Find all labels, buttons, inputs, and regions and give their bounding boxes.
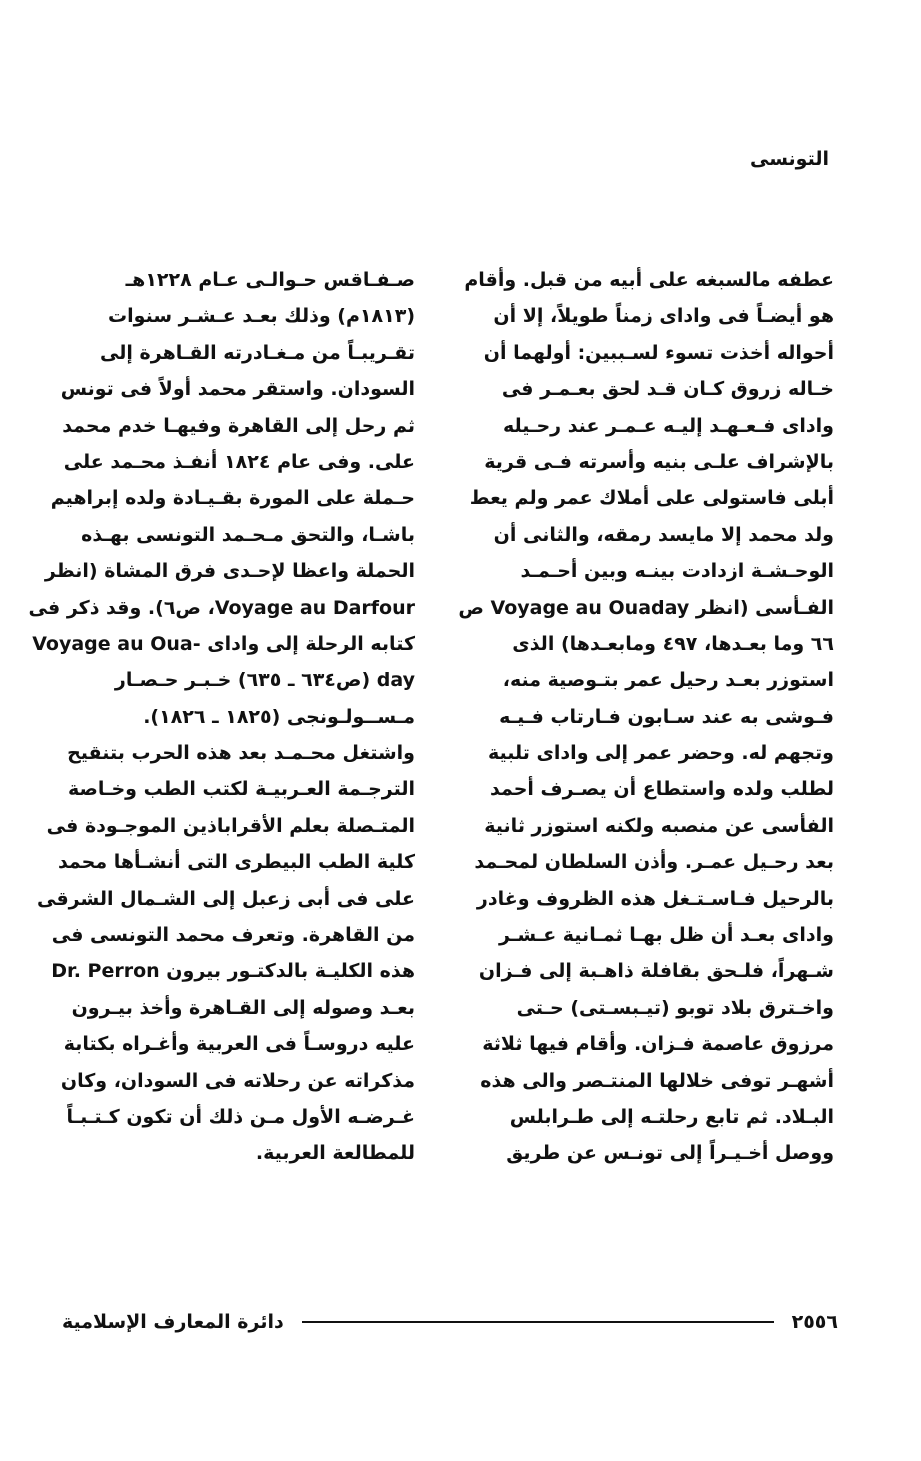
text-line: الفـأسى (انظر Voyage au Ouaday ص xyxy=(458,596,834,619)
text-line: حـملة على المورة بقـيـادة ولده إبراهيم xyxy=(50,487,415,510)
text-line: ثم رحل إلى القاهرة وفيهـا خدم محمد xyxy=(62,414,415,437)
text-line: البـلاد. ثم تابع رحلتـه إلى طـرابلس xyxy=(509,1105,834,1128)
text-line: هذه الكليـة بالدكتـور بيرون Dr. Perron xyxy=(51,960,415,983)
text-line: صـفـاقس حـوالـى عـام ١٢٢٨هـ xyxy=(125,269,415,291)
page-number: ٢٥٥٦ xyxy=(791,1311,838,1333)
text-line: واداى فـعـهـد إليـه عـمـر عند رحـيله xyxy=(502,414,834,437)
text-line: تقـريبـاً من مـغـادرته القـاهرة إلى xyxy=(100,341,415,364)
text-line: خـاله زروق كـان قـد لحق بعـمـر فى xyxy=(501,378,834,401)
text-line: استوزر بعـد رحيل عمر بتـوصية منه، xyxy=(502,669,834,692)
text-line: واخـترق بلاد توبو (تيـبسـتى) حـتى xyxy=(516,996,834,1019)
text-line: وتجهم له. وحضر عمر إلى واداى تلبية xyxy=(487,742,834,765)
text-line: الوحـشـة ازدادت بينـه وبين أحـمـد xyxy=(520,560,834,583)
text-line: على. وفى عام ١٨٢٤ أنفـذ محـمد على xyxy=(63,450,415,473)
text-line: بالرحيل فـاسـتـغل هذه الظروف وغادر xyxy=(476,887,834,910)
text-line: السودان. واستقر محمد أولاً فى تونس xyxy=(60,378,415,401)
text-line: كتابه الرحلة إلى واداى -Voyage au Oua xyxy=(32,632,415,655)
page-footer xyxy=(62,1305,838,1339)
text-line: غـرضـه الأول مـن ذلك أن تكون كـتـبـاً xyxy=(66,1105,415,1128)
text-line: لطلب ولده واستطاع أن يصـرف أحمد xyxy=(490,778,834,801)
text-line: المتـصلة بعلم الأقراباذين الموجـودة فى xyxy=(46,814,415,837)
text-line: ووصل أخـيـراً إلى تونـس عن طريق xyxy=(506,1142,834,1165)
right-column xyxy=(439,262,834,1172)
text-line: هو أيضـاً فى واداى زمناً طويلاً، إلا أن xyxy=(493,305,834,328)
footer-rule xyxy=(302,1321,774,1323)
text-line: Voyage au Darfour، ص٦). وقد ذكر فى xyxy=(28,596,415,619)
text-line: ولد محمد إلا مايسد رمقه، والثانى أن xyxy=(493,523,834,546)
text-line: عليه دروسـاً فى العربية وأغـراه بكتابة xyxy=(63,1033,415,1056)
text-line: باشـا، والتحق مـحـمد التونسى بهـذه xyxy=(81,523,415,546)
text-line: للمطالعة العربية. xyxy=(255,1142,415,1165)
text-line: بعد رحـيل عمـر. وأذن السلطان لمحـمد xyxy=(474,851,834,874)
text-line: فـوشى به عند سـابون فـارتاب فـيـه xyxy=(499,705,834,728)
text-line: بالإشراف علـى بنيه وأسرته فـى قرية xyxy=(484,450,834,473)
text-line: على فى أبى زعبل إلى الشـمال الشرقى xyxy=(37,887,415,910)
footer-publication-title: دائرة المعارف الإسلامية xyxy=(62,1311,284,1333)
text-line: (١٨١٣م) وذلك بعـد عـشـر سنوات xyxy=(108,305,415,328)
text-line: الترجـمة العـربيـة لكتب الطب وخـاصة xyxy=(67,778,415,801)
running-head: التونسى xyxy=(749,148,829,170)
text-line: ٦٦ وما بعـدها، ٤٩٧ ومابعـدها) الذى xyxy=(512,632,834,655)
text-line: مذكراته عن رحلاته فى السودان، وكان xyxy=(60,1069,415,1092)
text-line: واداى بعـد أن ظل بهـا ثمـانية عـشـر xyxy=(499,924,834,947)
text-line: الفأسى عن منصبه ولكنه استوزر ثانية xyxy=(484,814,834,837)
text-line: أحواله أخذت تسوء لسـببين: أولهما أن xyxy=(483,341,834,364)
text-line: كلية الطب البيطرى التى أنشـأها محمد xyxy=(57,851,415,874)
text-line: مرزوق عاصمة فـزان. وأقام فيها ثلاثة xyxy=(482,1033,834,1056)
text-line: شـهراً، فلـحق بقافلة ذاهـبة إلى فـزان xyxy=(478,960,834,983)
left-column xyxy=(20,262,415,1172)
text-line: عطفه مالسبغه على أبيه من قبل. وأقام xyxy=(464,269,834,291)
text-line: day (ص٦٣٤ ـ ٦٣٥) خـبـر حـصـار xyxy=(114,669,415,692)
text-line: واشتغل محـمـد بعد هذه الحرب بتنقيح xyxy=(67,742,415,765)
text-line: بعـد وصوله إلى القـاهرة وأخذ بيـرون xyxy=(71,996,415,1019)
text-line: مـســولـونجى (١٨٢٥ ـ ١٨٢٦). xyxy=(143,705,415,728)
text-line: أشهـر توفى خلالها المنتـصر والى هذه xyxy=(480,1069,834,1092)
text-line: من القاهرة. وتعرف محمد التونسى فى xyxy=(51,924,415,947)
text-line: أبلى فاستولى على أملاك عمر ولم يعط xyxy=(469,487,834,510)
text-line: الحملة واعظا لإحـدى فرق المشاة (انظر xyxy=(44,560,415,583)
